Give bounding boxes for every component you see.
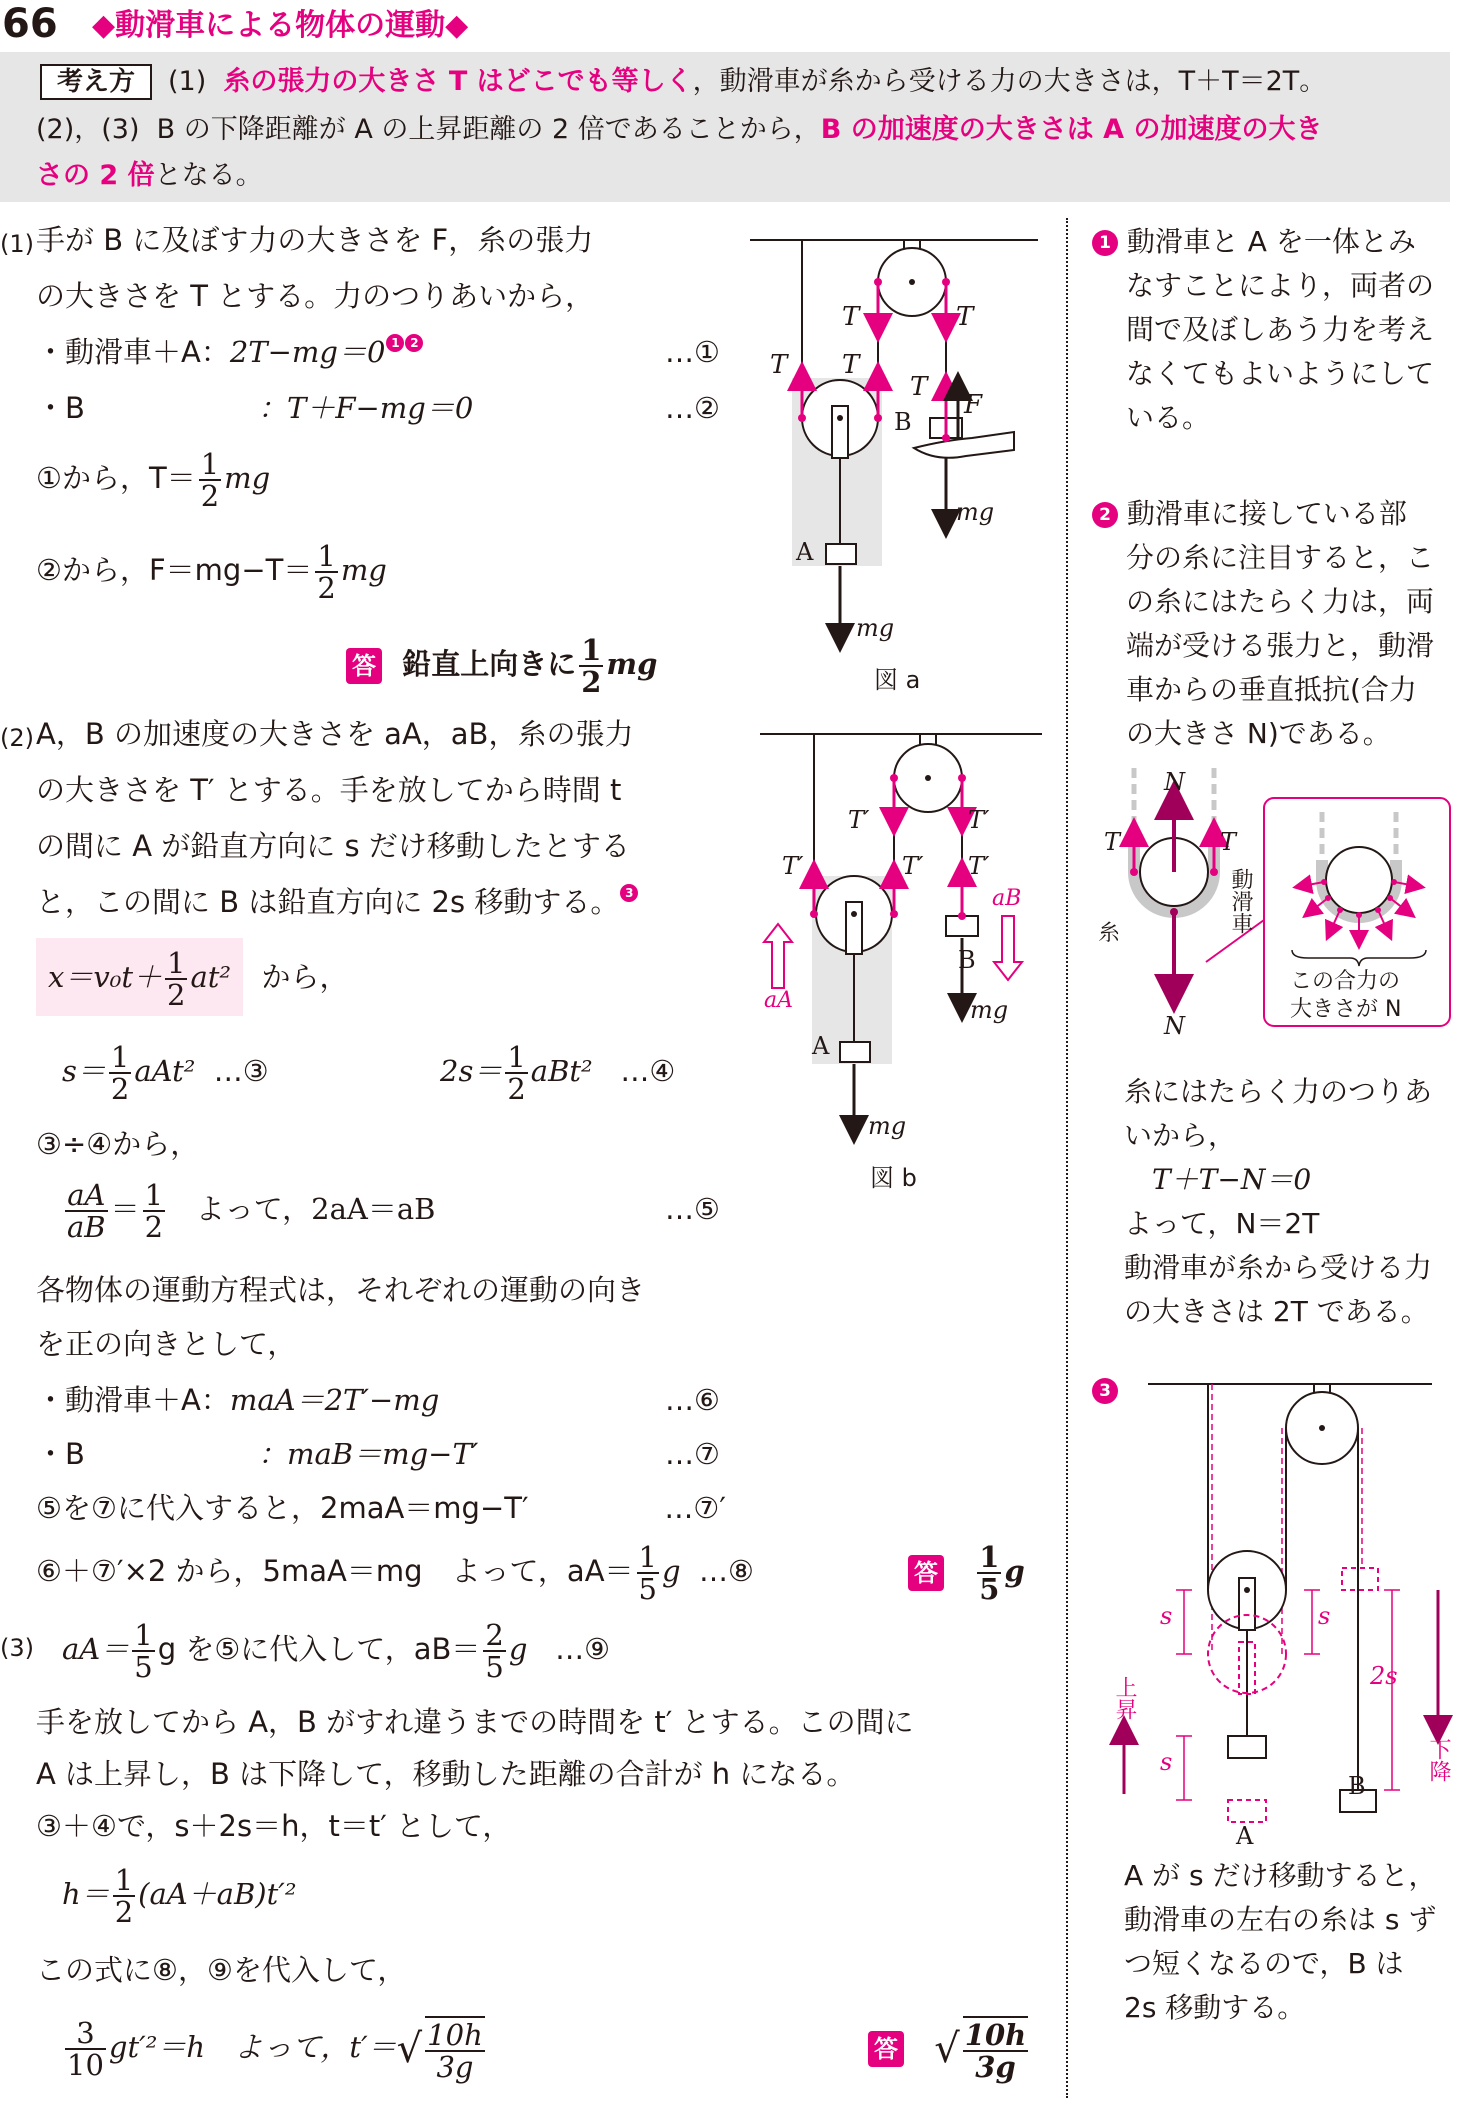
part2-number: (2) [0,724,34,752]
part1-number: (1) [0,230,34,258]
part2-line-2: の大きさを T′ とする。手を放してから時間 t [36,773,622,807]
fig-a-label-T-B: T [910,372,928,402]
formula-highlight: x＝v₀t＋ $\frac{1}{2}$ at² [36,938,243,1016]
approach-line-3: さの 2 倍となる。 [36,160,263,191]
approach-label: 考え方 [40,64,152,100]
part1-result-2: ②から，F＝mg−T＝ $\frac{1}{2}$ mg [36,538,387,605]
note-1-line-5: いる。 [1126,401,1211,434]
part3-answer: 答 √ $\frac{10h}{3g}$ [868,2010,1031,2086]
note-2-after [1124,1070,1464,1334]
note-1-line-4: なくてもよいようにして [1126,357,1435,390]
note-2-line-1: 2 動滑車に接している部 [1092,492,1452,536]
note-3-line-4: 2s 移動する。 [1124,1991,1306,2024]
fig-b-label-mg-A: mg [868,1112,907,1140]
part3-h-eq: h＝ $\frac{1}{2}$ (aA＋aB)t′² [62,1862,297,1929]
fig-a-label-T-right: T [956,302,974,332]
sidebar-divider [1066,218,1068,2098]
part2-eq7: ・B ：maB＝mg−T′ …⑦ [36,1437,720,1471]
note-2-line-4: 端が受ける張力と，動滑 [1126,629,1435,662]
note-3-label-A: A [1236,1822,1254,1850]
note-2-line-6: の大きさ N)である。 [1126,717,1391,750]
note-3-svg [1100,1374,1460,1834]
fig-a-label-T-inner: T [842,350,860,380]
note-2-label-T-left: T [1104,828,1121,856]
note-2-label-T-right: T [1220,828,1237,856]
part3-block [0,1616,1050,2096]
part1-answer: 答 鉛直上向きに $\frac{1}{2}$ mg [346,632,657,697]
note-3-label-down: 下降 [1426,1738,1451,1782]
answer-mark: 答 [346,648,382,684]
note-3-mark: 3 [1092,1378,1118,1404]
note-3-label-B: B [1348,1772,1366,1800]
note-2-after-5: 動滑車が糸から受ける力 [1124,1251,1433,1284]
part2-formula: x＝v₀t＋ $\frac{1}{2}$ at² から， [36,938,349,1016]
part3-final: $\frac{3}{10}$ gt′²＝h よって，t′＝√ $\frac{10h}{3g}$ [67,2015,483,2084]
fig-b-label-mg-B: mg [970,996,1009,1024]
note-3-line-2: 動滑車の左右の糸は s ず [1124,1903,1437,1936]
fig-a-caption: 図 a [874,666,921,694]
note-2-label-pulley: 動滑車 [1228,868,1253,934]
fig-a-label-T-outer: T [770,350,788,380]
part2-eq6: ・動滑車＋A：maA＝2T′−mg …⑥ [36,1383,720,1417]
fig-a-label-mg-A: mg [856,614,895,642]
fig-b-label-A: A [812,1032,830,1060]
fig-b-label-aA: aA [764,988,794,1013]
answer-mark: 答 [868,2031,904,2067]
part3-eq9: aA＝ $\frac{1}{5}$ g を⑤に代入して，aB＝ $\frac{2}{5}$ g …⑨ [62,1617,611,1684]
part2-eq4: 2s＝ $\frac{1}{2}$ aBt² …④ [440,1039,676,1106]
fig-b-label-Tp-5: T′ [968,852,990,880]
part3-line-3: ③＋④で，s＋2s＝h，t＝t′ として， [36,1809,512,1843]
part1-eq2: ・B ：T＋F−mg＝0 …② [36,391,720,425]
note-3-line-1: A が s だけ移動すると， [1124,1859,1437,1892]
note-3-line-3: つ短くなるので，B は [1124,1947,1404,1980]
approach-line-1: (1) 糸の張力の大きさ T はどこでも等しく，動滑車が糸から受ける力の大きさは，T＋T＝2T。 [168,66,1327,97]
note-1-line-1: 1 動滑車と A を一体とみ [1092,220,1452,264]
part1-block [0,222,720,699]
note-3-text [1124,1854,1464,2030]
note-3-label-s-2: s [1318,1602,1331,1630]
part2-text-5b: を正の向きとして， [36,1327,297,1361]
note-3-label-up: 上昇 [1112,1676,1137,1720]
note-2-svg [1096,768,1456,1058]
fig-b-label-aB: aB [992,886,1022,911]
note-1 [1092,220,1452,440]
note-2-line-2: 分の糸に注目すると，こ [1126,541,1435,574]
fig-b-label-Tp-4: T′ [902,852,924,880]
note-2-label-N-bottom: N [1164,1012,1185,1040]
note-2-line-5: 車からの垂直抵抗(合力 [1126,673,1417,706]
note-2-label-N-top: N [1164,768,1185,796]
part2-line-3: の間に A が鉛直方向に s だけ移動したとする [36,829,630,863]
note-2-line-3: の糸にはたらく力は，両 [1126,585,1435,618]
approach-line-2: (2)，(3) B の下降距離が A の上昇距離の 2 倍であることから，B の加速度の大きさは A の加速度の大き [36,114,1323,145]
note-2-after-1: 糸にはたらく力のつりあ [1124,1075,1433,1108]
part2-answer: 答 $\frac{1}{5}$ g [908,1538,1025,1604]
note-2-diagram [1096,768,1456,1058]
part1-line-2: の大きさを T とする。力のつりあいから， [36,279,595,313]
note-3-label-2s: 2s [1370,1662,1398,1690]
note-2 [1092,492,1452,756]
part2-eq8: ⑥＋⑦′×2 から，5maA＝mg よって，aA＝ $\frac{1}{5}$ g …⑧ [36,1539,755,1606]
fig-a-label-A: A [796,538,814,566]
part1-line-1: 手が B に及ぼす力の大きさを F，糸の張力 [36,223,594,257]
part2-text-5a: 各物体の運動方程式は，それぞれの運動の向き [36,1273,646,1307]
part3-line-1: 手を放してから A，B がすれ違うまでの時間を t′ とする。この間に [36,1705,914,1739]
part1-result-1: ①から，T＝ $\frac{1}{2}$ mg [36,446,271,513]
figure-b [756,726,1056,1196]
note-2-callout-1: この合力の [1290,969,1401,994]
part3-line-4: この式に⑧，⑨を代入して， [36,1953,407,1987]
figure-a [746,226,1046,696]
answer-mark: 答 [908,1555,944,1591]
note-2-label-string: 糸 [1098,921,1121,946]
part2-line-1: A，B の加速度の大きさを aA，aB，糸の張力 [36,717,634,751]
note-3-label-s-1: s [1160,1602,1173,1630]
page-title: ◆動滑車による物体の運動◆ [92,8,469,43]
fig-a-label-mg-B: mg [956,498,995,526]
fig-b-label-B: B [958,946,976,974]
part2-line-4: と，この間に B は鉛直方向に 2s 移動する。 3 [36,884,638,920]
part3-number: (3) [0,1634,34,1662]
part1-eq1: ・動滑車＋A：2T−mg＝0 1 2 …① [36,335,720,369]
note-2-after-6: の大きさは 2T である。 [1124,1295,1429,1328]
figure-a-diagram [746,226,1046,696]
note-2-after-4: よって，N＝2T [1124,1207,1320,1240]
note-1-line-3: 間で及ぼしあう力を考え [1126,313,1435,346]
fig-b-label-Tp-2: T′ [968,806,990,834]
part3-line-2: A は上昇し，B は下降して，移動した距離の合計が h になる。 [36,1757,856,1791]
fig-b-label-Tp-1: T′ [848,806,870,834]
fig-b-label-Tp-3: T′ [782,852,804,880]
fig-a-label-T-left: T [842,302,860,332]
note-1-line-2: なすことにより，両者の [1126,269,1435,302]
part2-eq7p: ⑤を⑦に代入すると，2maA＝mg−T′ …⑦′ [36,1491,726,1525]
part2-eq3: s＝ $\frac{1}{2}$ aAt² …③ [62,1039,269,1106]
note-2-callout-2: 大きさが N [1290,997,1402,1022]
note-2-after-3: T＋T−N＝0 [1152,1163,1312,1196]
note-2-after-2: いから， [1124,1119,1237,1152]
fig-b-caption: 図 b [870,1164,917,1192]
page-number: 66 [2,1,58,47]
part2-ratio: $\frac{aA}{aB}$ ＝ $\frac{1}{2}$ よって，2aA＝aB …⑤ [67,1177,720,1244]
note-3-label-s-3: s [1160,1748,1173,1776]
fig-a-label-F: F [964,390,983,420]
fig-a-label-B: B [894,408,912,436]
note-3-diagram [1100,1374,1460,1850]
part2-div-line: ③÷④から， [36,1127,200,1161]
